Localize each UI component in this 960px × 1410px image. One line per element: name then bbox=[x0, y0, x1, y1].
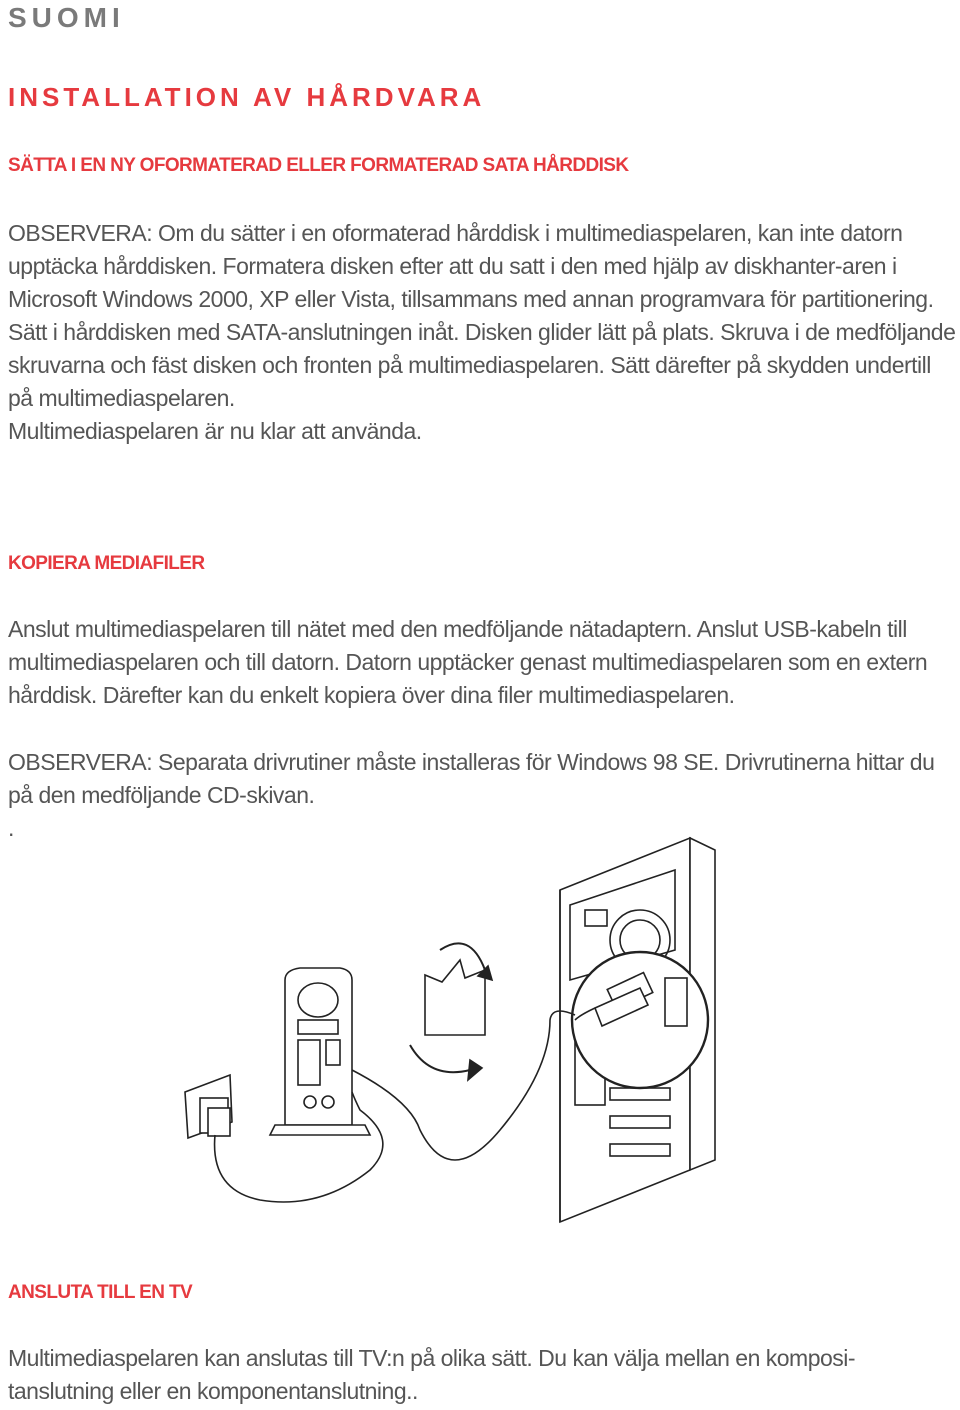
page-title: INSTALLATION AV HÅRDVARA bbox=[8, 82, 486, 112]
section-heading-sata: SÄTTA I EN NY OFORMATERAD ELLER FORMATERAD SATA HÅRDDISK bbox=[8, 155, 629, 176]
section-heading-tv: ANSLUTA TILL EN TV bbox=[8, 1282, 193, 1303]
usb-port-zoom-illustration bbox=[572, 952, 708, 1088]
section-body-copy-media bbox=[8, 613, 958, 712]
section-body-tv bbox=[8, 1342, 958, 1408]
paragraph-tv-connection: Multimediaspelaren kan anslutas till TV:n på olika sätt. Du kan välja mellan en komposi-tanslutning eller en komponentanslutning.. bbox=[8, 1345, 856, 1404]
paragraph-observera-drivers: OBSERVERA: Separata drivrutiner måste installeras för Windows 98 SE. Drivrutinerna hittar du på den medföljande CD-skivan. bbox=[8, 749, 935, 808]
section-body-sata bbox=[8, 217, 958, 448]
language-label: SUOMI bbox=[8, 2, 125, 33]
paragraph-install-disk: Sätt i hårddisken med SATA-anslutningen inåt. Disken glider lätt på plats. Skruva i de medföljande skruvarna och fäst disken och fronten på multimediaspelaren. Sätt därefter på skydden undertill på multimediaspelaren. bbox=[8, 319, 956, 411]
paragraph-connect-usb: Anslut multimediaspelaren till nätet med den medföljande nätadaptern. Anslut USB-kabeln till multimediaspelaren och till datorn. Datorn upptäcker genast multimediaspelaren som en extern hårddisk. Därefter kan du enkelt kopiera över dina filer multimediaspelaren. bbox=[8, 616, 928, 708]
paragraph-dot: . bbox=[8, 815, 14, 841]
paragraph-observera-format: OBSERVERA: Om du sätter i en oformaterad hårddisk i multimediaspelaren, kan inte datorn upptäcka hårddisken. Formatera disken efter att du satt i den med hjälp av diskhanter-aren i Microsoft Windows 2000, XP eller Vista, tillsammans med annan programvara för partitionering. bbox=[8, 220, 934, 312]
section-heading-copy-media: KOPIERA MEDIAFILER bbox=[8, 553, 205, 574]
folder-transfer-illustration bbox=[410, 943, 492, 1080]
media-player-illustration bbox=[270, 968, 370, 1135]
paragraph-ready: Multimediaspelaren är nu klar att använda. bbox=[8, 418, 422, 444]
power-adapter-illustration bbox=[185, 1075, 232, 1138]
connection-illustration bbox=[170, 830, 730, 1230]
